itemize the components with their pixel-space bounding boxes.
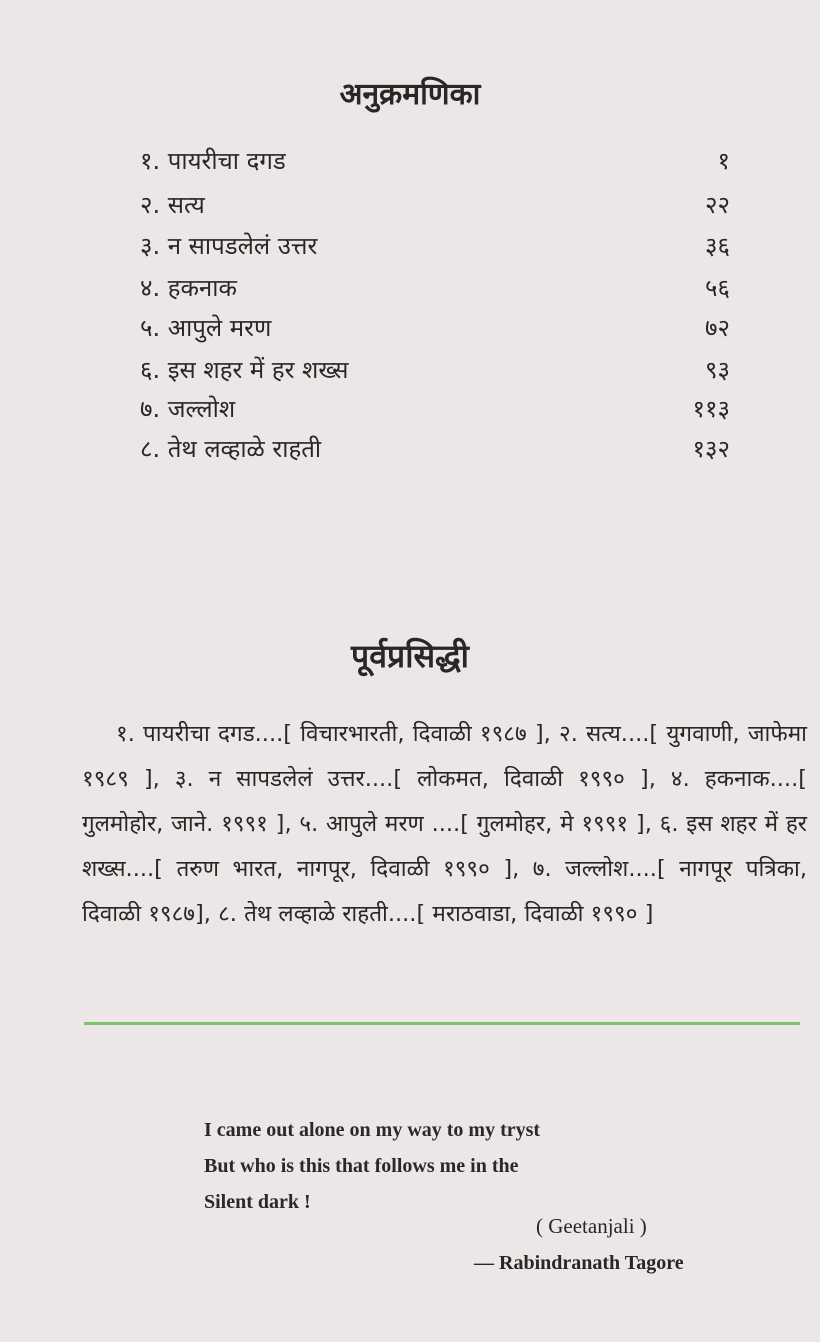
contents-item-page: ११३ — [692, 394, 730, 423]
contents-item — [140, 307, 730, 347]
epigraph-source: ( Geetanjali ) — [536, 1214, 647, 1238]
contents-item — [140, 184, 730, 224]
section-divider — [84, 1022, 800, 1025]
contents-item — [140, 225, 730, 265]
contents-heading: अनुक्रमणिका — [339, 77, 481, 112]
epigraph-author: — Rabindranath Tagore — [474, 1252, 684, 1274]
contents-item — [140, 140, 730, 180]
contents-item — [140, 388, 730, 428]
contents-item-label: ५. आपुले मरण — [140, 313, 272, 342]
contents-item — [140, 349, 730, 389]
contents-item — [140, 428, 730, 468]
publication-text: १. पायरीचा दगड....[ विचारभारती, दिवाळी १९८७ ], २. सत्य....[ युगवाणी, जाफेमा १९८९ ], ३. न सापडलेलं उत्तर....[ लोकमत, दिवाळी १९९० ], ४. हकनाक....[ गुलमोहोर, जाने. १९९१ ], ५. आपुले मरण ....[ गुलमोहर, मे १९९१ ], ६. इस शहर में हर शख्स....[ तरुण भारत, नागपूर, दिवाळी १९९० ], ७. जल्लोश....[ नागपूर पत्रिका, दिवाळी १९८७], ८. तेथ लव्हाळे राहती....[ मराठवाडा, दिवाळी १९९० ] — [82, 721, 807, 927]
contents-item-label: १. पायरीचा दगड — [140, 146, 286, 175]
contents-item-label: ४. हकनाक — [140, 273, 237, 302]
contents-item-label: ८. तेथ लव्हाळे राहती — [140, 434, 322, 463]
contents-item — [140, 267, 730, 307]
contents-item-page: १ — [717, 146, 730, 175]
epigraph-line: Silent dark ! — [204, 1191, 311, 1213]
contents-item-label: ६. इस शहर में हर शख्स — [140, 355, 349, 384]
contents-item-page: ५६ — [705, 273, 730, 302]
contents-item-page: १३२ — [692, 434, 730, 463]
publication-heading: पूर्वप्रसिद्धी — [351, 637, 469, 675]
contents-item-page: ९३ — [705, 355, 730, 384]
epigraph-line: But who is this that follows me in the — [204, 1155, 519, 1177]
contents-item-label: ७. जल्लोश — [140, 394, 236, 423]
contents-item-page: ३६ — [705, 231, 730, 260]
publication-paragraph — [82, 712, 807, 937]
contents-item-page: ७२ — [705, 313, 730, 342]
contents-item-label: ३. न सापडलेलं उत्तर — [140, 231, 318, 260]
epigraph-verse — [204, 1112, 540, 1220]
contents-item-label: २. सत्य — [140, 190, 205, 219]
epigraph-line: I came out alone on my way to my tryst — [204, 1119, 541, 1141]
contents-item-page: २२ — [705, 190, 730, 219]
